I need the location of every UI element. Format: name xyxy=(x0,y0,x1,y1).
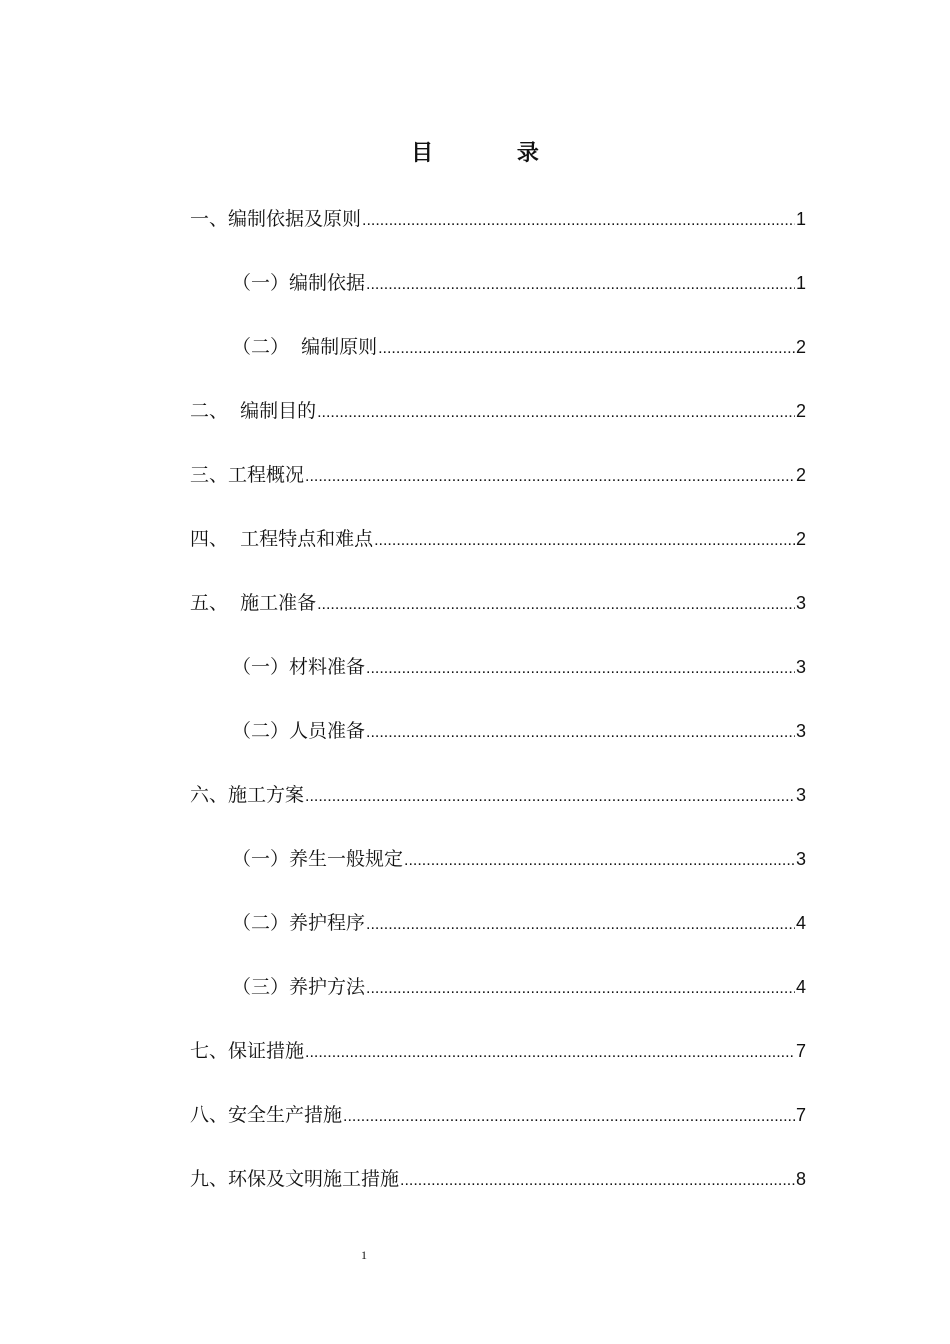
toc-entry-label: （二）养护程序 xyxy=(232,912,366,934)
toc-entry[interactable] xyxy=(190,643,806,707)
toc-entry-label: 八、安全生产措施 xyxy=(190,1104,343,1126)
toc-dot-leader xyxy=(366,723,795,743)
toc-dot-leader xyxy=(305,1043,795,1063)
toc-dot-leader xyxy=(366,979,795,999)
toc-entry-page: 2 xyxy=(795,465,806,485)
toc-entry-page: 7 xyxy=(795,1041,806,1061)
toc-entry-page: 2 xyxy=(795,529,806,549)
toc-dot-leader xyxy=(305,787,795,807)
toc-entry[interactable] xyxy=(190,387,806,451)
toc-entry[interactable] xyxy=(190,771,806,835)
toc-entry[interactable] xyxy=(190,195,806,259)
toc-entry-page: 3 xyxy=(795,593,806,613)
toc-entry-label: （三）养护方法 xyxy=(232,976,366,998)
toc-entry[interactable] xyxy=(190,451,806,515)
toc-dot-leader xyxy=(305,467,795,487)
toc-dot-leader xyxy=(366,659,795,679)
toc-entry-page: 1 xyxy=(795,209,806,229)
toc-dot-leader xyxy=(366,275,795,295)
toc-entry[interactable] xyxy=(190,1091,806,1155)
toc-entry[interactable] xyxy=(190,1155,806,1219)
toc-entry-page: 7 xyxy=(795,1105,806,1125)
toc-dot-leader xyxy=(400,1171,795,1191)
toc-entry-label: 一、编制依据及原则 xyxy=(190,208,362,230)
table-of-contents xyxy=(190,195,806,1219)
toc-entry[interactable] xyxy=(190,835,806,899)
toc-entry-label: 三、工程概况 xyxy=(190,464,305,486)
toc-entry-page: 4 xyxy=(795,977,806,997)
toc-entry-page: 2 xyxy=(795,401,806,421)
toc-entry[interactable] xyxy=(190,515,806,579)
toc-entry-page: 2 xyxy=(795,337,806,357)
toc-entry-label: 六、施工方案 xyxy=(190,784,305,806)
toc-entry-label: 二、 编制目的 xyxy=(190,400,317,422)
toc-entry[interactable] xyxy=(190,899,806,963)
toc-entry-label: 九、环保及文明施工措施 xyxy=(190,1168,400,1190)
toc-entry[interactable] xyxy=(190,259,806,323)
toc-entry-label: 四、 工程特点和难点 xyxy=(190,528,374,550)
toc-dot-leader xyxy=(362,211,795,231)
toc-entry-page: 3 xyxy=(795,785,806,805)
toc-entry-label: 五、 施工准备 xyxy=(190,592,317,614)
toc-entry-label: （一）养生一般规定 xyxy=(232,848,404,870)
toc-dot-leader xyxy=(404,851,795,871)
toc-entry-page: 3 xyxy=(795,721,806,741)
toc-dot-leader xyxy=(366,915,795,935)
toc-entry-page: 4 xyxy=(795,913,806,933)
toc-entry[interactable] xyxy=(190,579,806,643)
toc-entry[interactable] xyxy=(190,963,806,1027)
toc-entry[interactable] xyxy=(190,707,806,771)
toc-dot-leader xyxy=(374,531,795,551)
toc-entry[interactable] xyxy=(190,323,806,387)
toc-dot-leader xyxy=(343,1107,795,1127)
toc-entry-label: （一）编制依据 xyxy=(232,272,366,294)
toc-entry-label: （一）材料准备 xyxy=(232,656,366,678)
toc-entry-label: 七、保证措施 xyxy=(190,1040,305,1062)
toc-entry-label: （二）人员准备 xyxy=(232,720,366,742)
toc-dot-leader xyxy=(317,403,795,423)
footer-page-number: 1 xyxy=(361,1248,367,1262)
toc-dot-leader xyxy=(378,339,795,359)
toc-entry-page: 3 xyxy=(795,849,806,869)
toc-entry-page: 8 xyxy=(795,1169,806,1189)
page-title: 目 录 xyxy=(411,140,577,166)
toc-dot-leader xyxy=(317,595,795,615)
toc-entry[interactable] xyxy=(190,1027,806,1091)
toc-entry-label: （二） 编制原则 xyxy=(232,336,378,358)
toc-entry-page: 3 xyxy=(795,657,806,677)
toc-entry-page: 1 xyxy=(795,273,806,293)
